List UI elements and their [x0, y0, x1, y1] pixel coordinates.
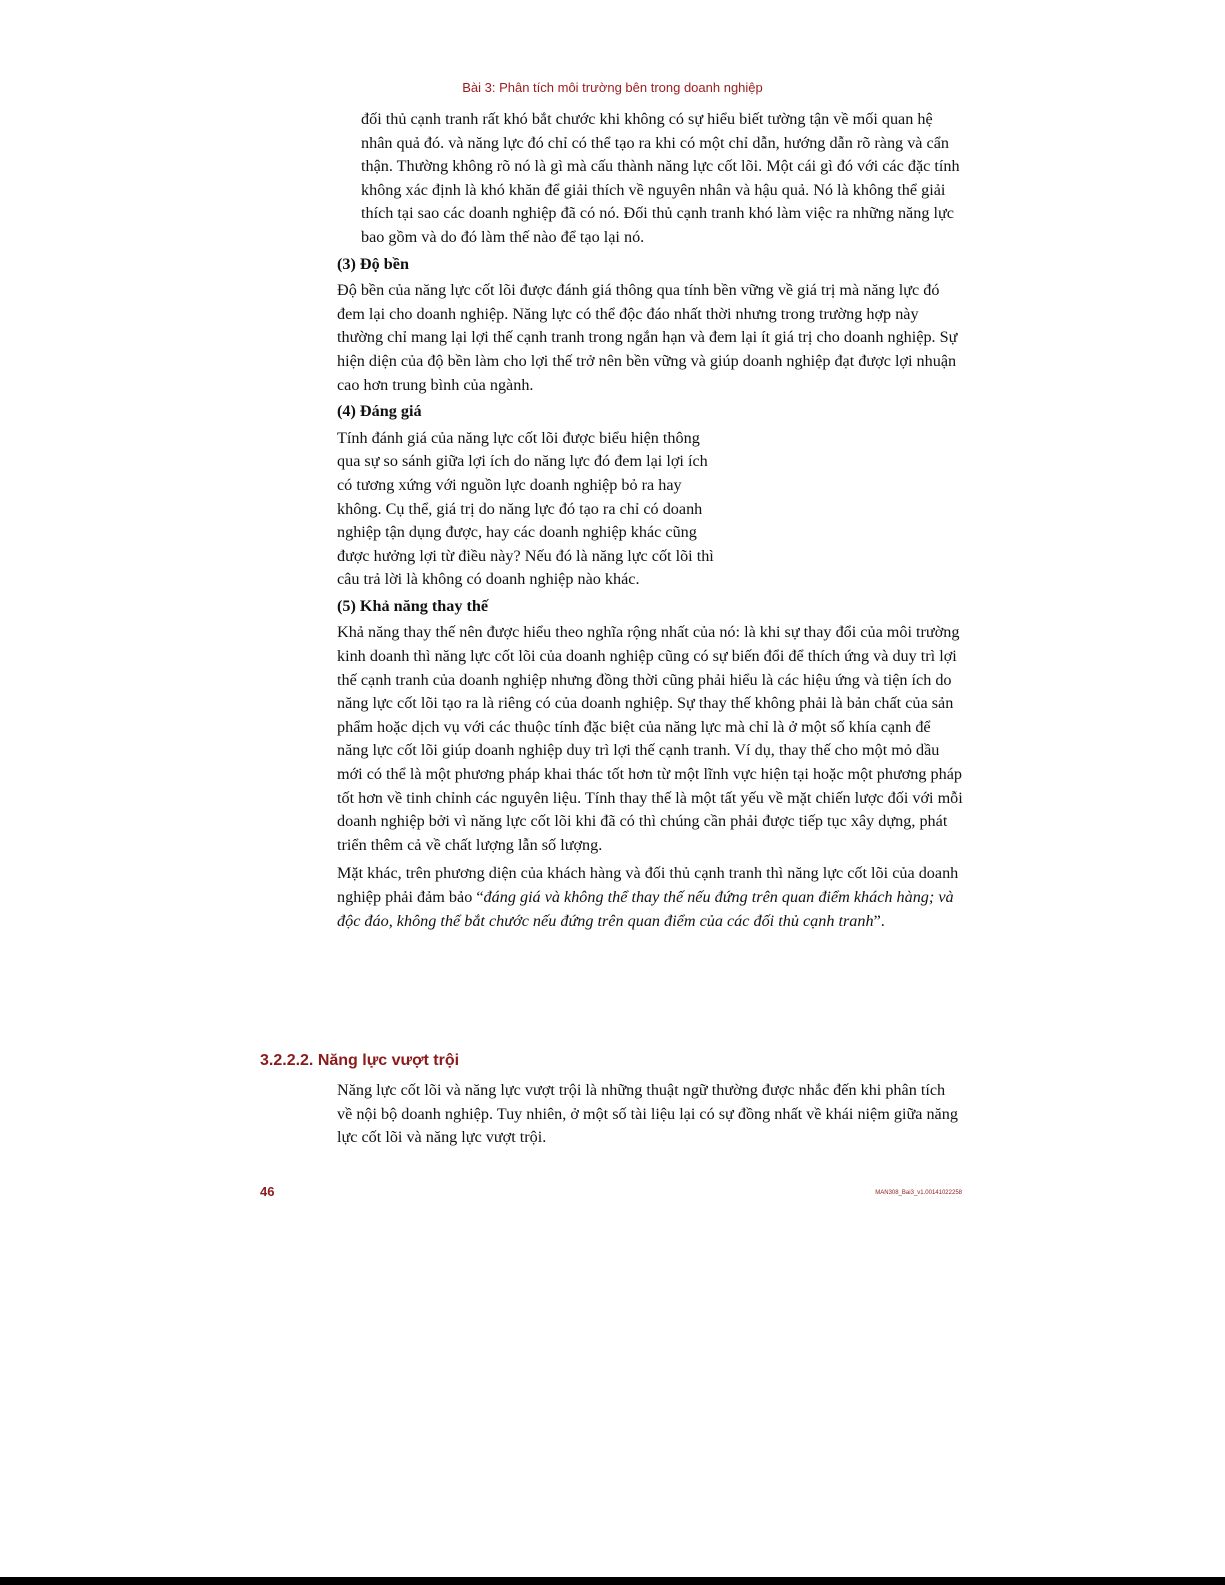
document-code: MAN308_Bai3_v1.00141022258 [875, 1190, 962, 1196]
bottom-border [0, 1577, 1225, 1585]
page-number: 46 [260, 1184, 275, 1199]
paragraph-durability: Độ bền của năng lực cốt lõi được đánh giá thông qua tính bền vững về giá trị mà năng lực đó đem lại cho doanh nghiệp. Năng lực có thể độc đáo nhất thời nhưng trong trường hợp này thường chỉ mang lại lợi thế cạnh tranh trong ngắn hạn và đem lại ít giá trị cho doanh nghiệp. Sự hiện diện của độ bền làm cho lợi thế trở nên bền vững và giúp doanh nghiệp đạt được lợi nhuận cao hơn trung bình của ngành. [337, 281, 958, 394]
intro-paragraph: đối thủ cạnh tranh rất khó bắt chước khi không có sự hiểu biết tường tận về mối quan hệ nhân quả đó. và năng lực đó chỉ có thể tạo ra khi có một chỉ dẫn, hướng dẫn rõ ràng và cẩn thận. Thường không rõ nó là gì mà cấu thành năng lực cốt lõi. Một cái gì đó với các đặc tính không xác định là khó khăn để giải thích về nguyên nhân và hậu quả. Nó là không thể giải thích tại sao các doanh nghiệp đã có nó. Đối thủ cạnh tranh khó làm việc ra những năng lực bao gồm và do đó làm thế nào để tạo lại nó. [361, 110, 960, 246]
quote-lead-text: Mặt khác, trên phương diện của khách hàng và đối thủ cạnh tranh thì năng lực cốt lõi của doanh nghiệp phải đảm bảo “ [337, 864, 959, 906]
section-body: Năng lực cốt lõi và năng lực vượt trội là những thuật ngữ thường được nhắc đến khi phân tích về nội bộ doanh nghiệp. Tuy nhiên, ở một số tài liệu lại có sự đồng nhất về khái niệm giữa năng lực cốt lõi và năng lực vượt trội. [337, 1081, 958, 1147]
paragraph-customer-competitor-view [337, 862, 963, 933]
heading-value: (4) Đáng giá [337, 402, 422, 421]
paragraph-value: Tính đánh giá của năng lực cốt lõi được biểu hiện thông qua sự so sánh giữa lợi ích do năng lực đó đem lại lợi ích có tương xứng với nguồn lực doanh nghiệp bỏ ra hay không. Cụ thể, giá trị do năng lực đó tạo ra chỉ có doanh nghiệp tận dụng được, hay các doanh nghiệp khác cũng được hưởng lợi từ điều này? Nếu đó là năng lực cốt lõi thì câu trả lời là không có doanh nghiệp nào khác. [337, 428, 714, 589]
paragraph-substitutability: Khả năng thay thế nên được hiểu theo nghĩa rộng nhất của nó: là khi sự thay đổi của môi trường kinh doanh thì năng lực cốt lõi của doanh nghiệp cũng có sự biến đổi để thích ứng và duy trì lợi thế cạnh tranh của doanh nghiệp nhưng đồng thời cũng phải hiểu là các hiệu ứng và tiện ích do năng lực cốt lõi tạo ra là riêng có của doanh nghiệp. Sự thay thế không phải là bản chất của sản phẩm hoặc dịch vụ với các thuộc tính đặc biệt của năng lực mà chỉ là ở một số khía cạnh để năng lực cốt lõi giúp doanh nghiệp duy trì lợi thế cạnh tranh. Ví dụ, thay thế cho một mỏ dầu mới có thể là một phương pháp khai thác tốt hơn từ một lĩnh vực hiện tại hoặc một phương pháp tốt hơn về tinh chỉnh các nguyên liệu. Tính thay thế là một tất yếu về mặt chiến lược đối với mỗi doanh nghiệp bởi vì năng lực cốt lõi khi đã có thì chúng cần phải được tiếp tục xây dựng, phát triển thêm cả về chất lượng lẫn số lượng. [337, 623, 963, 854]
quote-italic-text: đáng giá và không thể thay thế nếu đứng trên quan điểm khách hàng; và độc đáo, không thể bắt chước nếu đứng trên quan điểm của các đối thủ cạnh tranh [337, 888, 954, 930]
heading-substitutability: (5) Khả năng thay thế [337, 596, 489, 615]
running-header: Bài 3: Phân tích môi trường bên trong doanh nghiệp [462, 80, 763, 95]
section-title: 3.2.2.2. Năng lực vượt trội [260, 1052, 460, 1069]
quote-end-text: ”. [873, 911, 885, 930]
main-content [337, 108, 963, 933]
heading-durability: (3) Độ bền [337, 254, 409, 273]
